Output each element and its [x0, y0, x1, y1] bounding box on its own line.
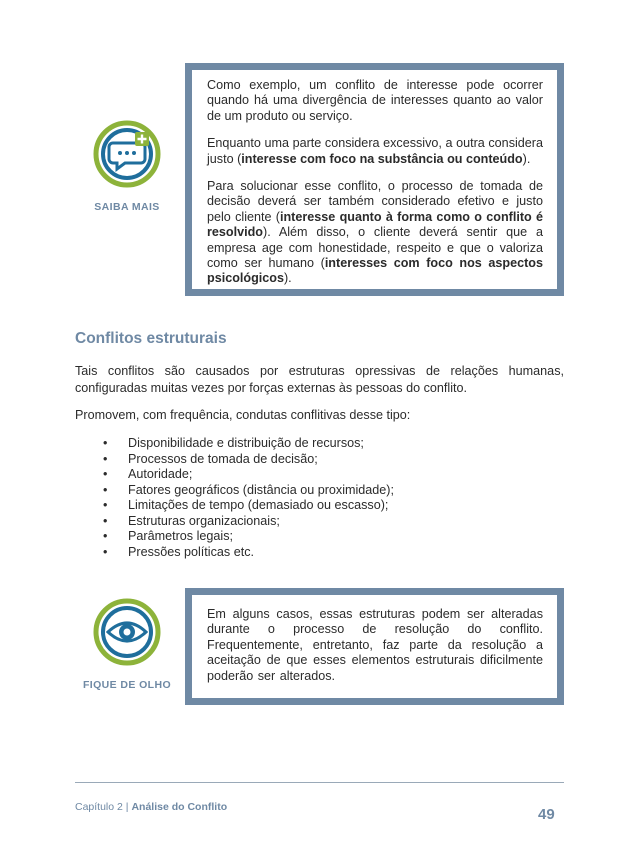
fique-de-olho-box [185, 588, 564, 705]
list-item: • Processos de tomada de decisão; [103, 451, 318, 466]
list-item: • Parâmetros legais; [103, 529, 233, 543]
saiba-mais-paragraph-1: Como exemplo, um conflito de interesse pode ocorrer quando há uma divergência de interesses quanto ao valor de um produto ou serviço. [207, 78, 543, 123]
fique-de-olho-text: Em alguns casos, essas estruturas podem ser alteradas durante o processo de resolução do conflito. Frequentemente, entretanto, faz parte da resolução a aceitação de que esses elementos estruturais dificilmente poderão ser alterados. [207, 607, 543, 683]
conduct-list [103, 436, 394, 560]
list-item: • Limitações de tempo (demasiado ou escasso); [103, 498, 389, 512]
list-item: • Pressões políticas etc. [103, 544, 254, 559]
fique-de-olho-label: FIQUE DE OLHO [82, 679, 172, 691]
speech-bubble-plus-icon [93, 120, 161, 188]
page-number: 49 [538, 806, 555, 823]
section-title: Conflitos estruturais [75, 330, 227, 347]
saiba-mais-box [185, 63, 564, 296]
footer-chapter: Capítulo 2 | Análise do Conflito [75, 801, 228, 813]
saiba-mais-paragraph-2: Enquanto uma parte considera excessivo, a outra considera justo (interesse com foco na substância ou conteúdo). [207, 136, 543, 166]
list-item: • Fatores geográficos (distância ou proximidade); [103, 482, 394, 497]
saiba-mais-label: SAIBA MAIS [94, 201, 160, 213]
section-paragraph-1: Tais conflitos são causados por estruturas opressivas de relações humanas, configuradas muitas vezes por forças externas às pessoas do conflito. [75, 364, 564, 395]
list-item: • Disponibilidade e distribuição de recursos; [103, 436, 364, 450]
footer-divider [75, 782, 564, 783]
eye-icon [93, 598, 161, 666]
section-paragraph-2: Promovem, com frequência, condutas conflitivas desse tipo: [75, 408, 411, 422]
list-item: • Estruturas organizacionais; [103, 513, 280, 528]
list-item: • Autoridade; [103, 467, 193, 481]
saiba-mais-paragraph-3: Para solucionar esse conflito, o processo de tomada de decisão deverá ser também considerado efetivo e justo pelo cliente (interesse quanto à forma como o conflito é resolvido). Além disso, o cliente deverá sentir que a empresa age com honestidade, respeito e que o valoriza como ser humano (interesses com foco nos aspectos psicológicos). [207, 179, 544, 286]
